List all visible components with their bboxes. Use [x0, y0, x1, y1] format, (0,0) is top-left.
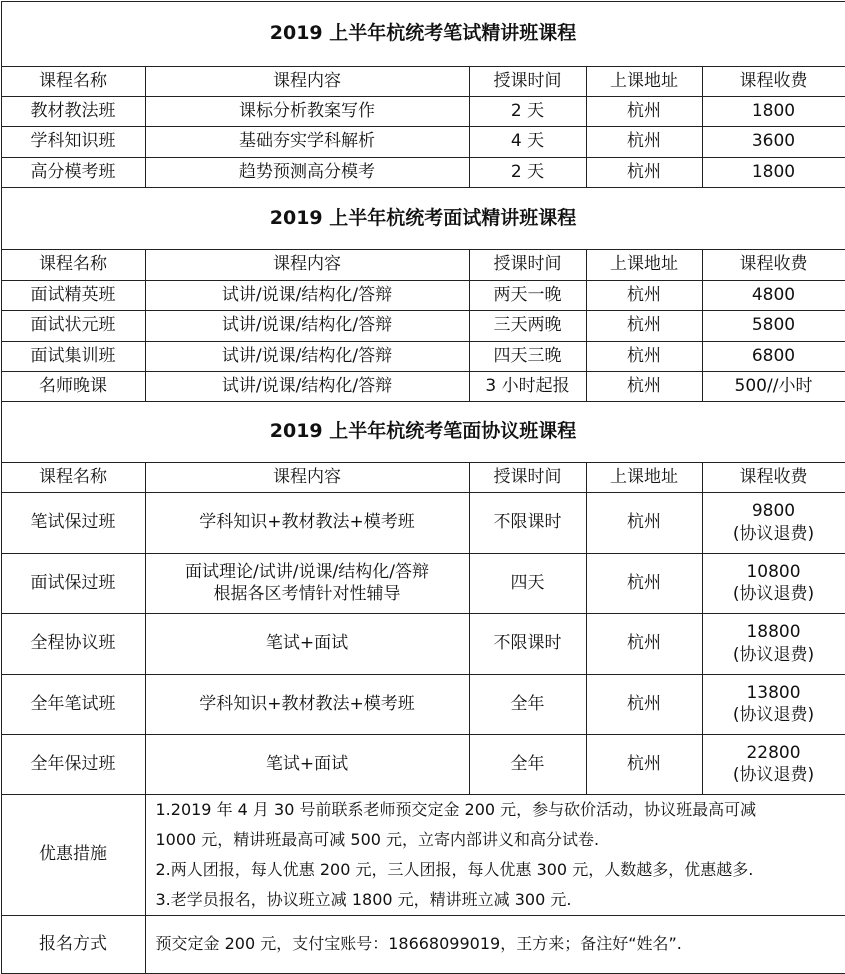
- content-line: 笔试+面试: [146, 632, 469, 654]
- header-location: 上课地址: [586, 462, 702, 492]
- header-name: 课程名称: [1, 462, 145, 492]
- fee-amount: 9800: [703, 500, 845, 522]
- course-location: 杭州: [586, 371, 702, 401]
- header-row: [1, 66, 845, 96]
- course-name: 面试保过班: [1, 553, 145, 613]
- header-fee: 课程收费: [702, 462, 845, 492]
- header-row: [1, 462, 845, 492]
- header-location: 上课地址: [586, 66, 702, 96]
- discount-line: 3.老学员报名，协议班立减 1800 元，精讲班立减 300 元.: [156, 885, 845, 915]
- header-time: 授课时间: [469, 249, 586, 280]
- course-location: 杭州: [586, 492, 702, 553]
- course-name: 教材教法班: [1, 96, 145, 126]
- header-time: 授课时间: [469, 66, 586, 96]
- registration-label: 报名方式: [1, 915, 145, 973]
- discount-line: 1000 元，精讲班最高可减 500 元，立寄内部讲义和高分试卷.: [156, 825, 845, 855]
- course-location: 杭州: [586, 126, 702, 157]
- table-row: [1, 280, 845, 310]
- course-fee: [702, 553, 845, 613]
- section-title: 2019 上半年杭统考笔面协议班课程: [1, 401, 845, 462]
- course-time: 四天: [469, 553, 586, 613]
- course-fee: 6800: [702, 341, 845, 371]
- course-time: 不限课时: [469, 492, 586, 553]
- header-location: 上课地址: [586, 249, 702, 280]
- fee-amount: 18800: [703, 621, 845, 643]
- course-time: 2 天: [469, 157, 586, 187]
- course-fee: 3600: [702, 126, 845, 157]
- header-name: 课程名称: [1, 66, 145, 96]
- course-content: [145, 492, 469, 553]
- table-row: [1, 341, 845, 371]
- course-content: 试讲/说课/结构化/答辩: [145, 310, 469, 341]
- course-time: 2 天: [469, 96, 586, 126]
- course-time: 两天一晚: [469, 280, 586, 310]
- content-line: 学科知识+教材教法+模考班: [146, 511, 469, 533]
- content-line: 学科知识+教材教法+模考班: [146, 693, 469, 715]
- table-row: [1, 553, 845, 613]
- fee-amount: 13800: [703, 682, 845, 704]
- header-name: 课程名称: [1, 249, 145, 280]
- fee-note: (协议退费): [703, 764, 845, 786]
- table-row: [1, 613, 845, 674]
- course-content: [145, 734, 469, 794]
- course-time: 四天三晚: [469, 341, 586, 371]
- registration-text: 预交定金 200 元，支付宝账号：18668099019，王方来；备注好“姓名”.: [145, 915, 845, 973]
- course-time: 全年: [469, 734, 586, 794]
- discount-line: 1.2019 年 4 月 30 号前联系老师预交定金 200 元，参与砍价活动，协议班最高可减: [156, 795, 845, 825]
- header-content: 课程内容: [145, 249, 469, 280]
- course-name: 全年保过班: [1, 734, 145, 794]
- table-row: [1, 96, 845, 126]
- course-content: 趋势预测高分模考: [145, 157, 469, 187]
- course-location: 杭州: [586, 96, 702, 126]
- section-title: 2019 上半年杭统考面试精讲班课程: [1, 187, 845, 249]
- course-content: 课标分析教案写作: [145, 96, 469, 126]
- course-fee: [702, 613, 845, 674]
- course-location: 杭州: [586, 734, 702, 794]
- section-title: 2019 上半年杭统考笔试精讲班课程: [1, 1, 845, 66]
- table-row: [1, 157, 845, 187]
- course-name: 全年笔试班: [1, 674, 145, 734]
- course-name: 面试集训班: [1, 341, 145, 371]
- course-location: 杭州: [586, 553, 702, 613]
- course-table: [1, 1, 845, 974]
- discount-details: [145, 794, 845, 915]
- course-content: [145, 674, 469, 734]
- header-content: 课程内容: [145, 462, 469, 492]
- header-time: 授课时间: [469, 462, 586, 492]
- course-fee: 1800: [702, 157, 845, 187]
- course-fee: 500//小时: [702, 371, 845, 401]
- course-location: 杭州: [586, 157, 702, 187]
- course-fee: [702, 734, 845, 794]
- table-row: [1, 126, 845, 157]
- course-fee: [702, 674, 845, 734]
- course-name: 名师晚课: [1, 371, 145, 401]
- table-row: [1, 310, 845, 341]
- fee-note: (协议退费): [703, 523, 845, 545]
- header-row: [1, 249, 845, 280]
- course-name: 面试精英班: [1, 280, 145, 310]
- course-location: 杭州: [586, 310, 702, 341]
- course-time: 三天两晚: [469, 310, 586, 341]
- fee-amount: 22800: [703, 742, 845, 764]
- course-time: 不限课时: [469, 613, 586, 674]
- course-content: [145, 613, 469, 674]
- course-time: 3 小时起报: [469, 371, 586, 401]
- course-name: 学科知识班: [1, 126, 145, 157]
- course-name: 笔试保过班: [1, 492, 145, 553]
- course-time: 4 天: [469, 126, 586, 157]
- table-row: [1, 674, 845, 734]
- header-content: 课程内容: [145, 66, 469, 96]
- course-content: 试讲/说课/结构化/答辩: [145, 371, 469, 401]
- course-location: 杭州: [586, 674, 702, 734]
- table-row: [1, 492, 845, 553]
- discount-line: 2.两人团报，每人优惠 200 元，三人团报，每人优惠 300 元，人数越多，优惠越多.: [156, 855, 845, 885]
- course-content: 试讲/说课/结构化/答辩: [145, 341, 469, 371]
- content-line: 面试理论/试讲/说课/结构化/答辩: [146, 561, 469, 583]
- fee-note: (协议退费): [703, 583, 845, 605]
- course-fee: [702, 492, 845, 553]
- course-location: 杭州: [586, 280, 702, 310]
- course-name: 高分模考班: [1, 157, 145, 187]
- fee-note: (协议退费): [703, 704, 845, 726]
- header-fee: 课程收费: [702, 249, 845, 280]
- course-name: 面试状元班: [1, 310, 145, 341]
- course-location: 杭州: [586, 341, 702, 371]
- course-content: 试讲/说课/结构化/答辩: [145, 280, 469, 310]
- content-line: 笔试+面试: [146, 753, 469, 775]
- fee-note: (协议退费): [703, 644, 845, 666]
- course-content: 基础夯实学科解析: [145, 126, 469, 157]
- header-fee: 课程收费: [702, 66, 845, 96]
- course-fee: 4800: [702, 280, 845, 310]
- content-line: 根据各区考情针对性辅导: [146, 583, 469, 605]
- course-location: 杭州: [586, 613, 702, 674]
- course-time: 全年: [469, 674, 586, 734]
- course-name: 全程协议班: [1, 613, 145, 674]
- course-fee: 5800: [702, 310, 845, 341]
- table-row: [1, 371, 845, 401]
- discount-label: 优惠措施: [1, 794, 145, 915]
- course-fee: 1800: [702, 96, 845, 126]
- course-content: [145, 553, 469, 613]
- table-row: [1, 734, 845, 794]
- fee-amount: 10800: [703, 561, 845, 583]
